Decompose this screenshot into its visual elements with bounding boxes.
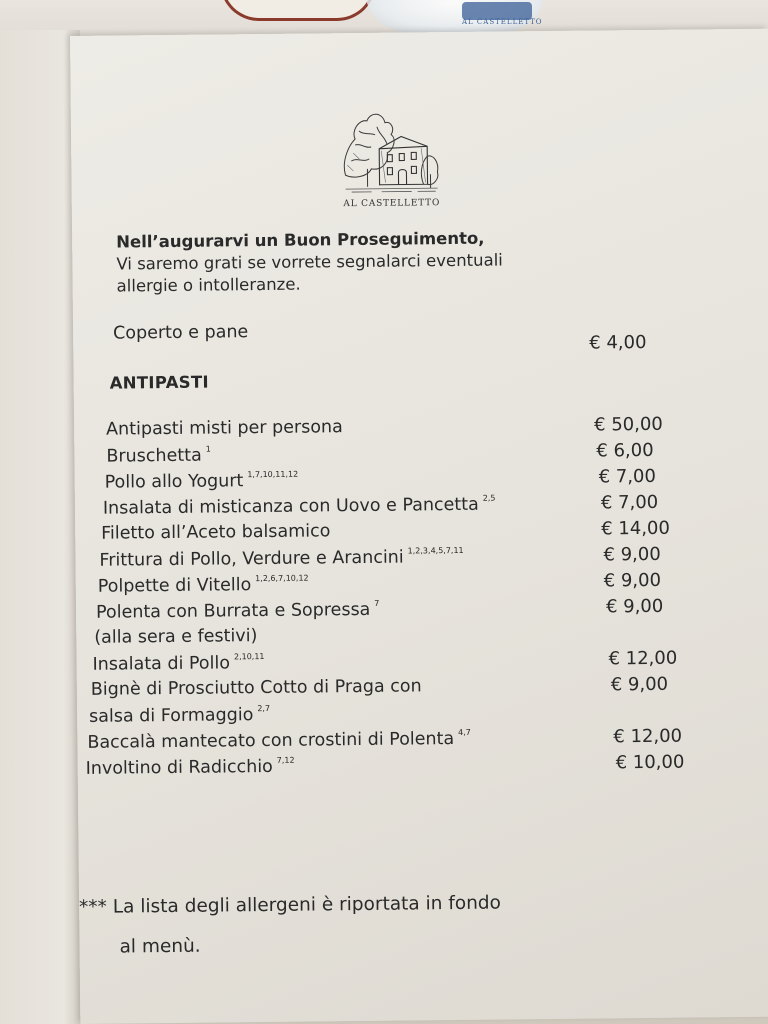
menu-item-name (106, 417, 343, 439)
menu-item-allergens: 2,5 (482, 493, 496, 503)
menu-item-price: € 9,00 (603, 569, 662, 592)
menu-item-price: € 9,00 (603, 543, 661, 566)
menu-item-allergens: 2,10,11 (233, 651, 265, 662)
menu-item-name (105, 470, 299, 493)
menu-item-allergens: 4,7 (458, 727, 471, 737)
coperto-row (73, 317, 768, 354)
menu-item-name (106, 445, 211, 467)
menu-item-name-text: Filetto all’Aceto balsamico (101, 521, 331, 544)
section-title-antipasti: ANTIPASTI (109, 372, 210, 393)
menu-item-name-text: Involtino di Radicchio (85, 756, 273, 779)
menu-item-allergens: 2,7 (257, 703, 271, 714)
menu-item-allergens: 1,2,6,7,10,12 (255, 573, 309, 584)
menu-item-price: € 7,00 (598, 465, 657, 488)
menu-item-allergens: 1,7,10,11,12 (247, 469, 299, 480)
menu-item-name (101, 521, 330, 543)
menu-item-name (99, 546, 463, 571)
intro-line-2: Vi saremo grati se vorrete segnalarci eventuali (116, 250, 503, 274)
menu-item-price: € 6,00 (596, 439, 654, 462)
menu-item-price: € 7,00 (600, 491, 659, 514)
intro-message (116, 227, 503, 297)
menu-item-name (89, 704, 270, 727)
menu-item-name-text: Bruschetta (106, 445, 202, 467)
menu-item-name (98, 574, 309, 597)
menu-item-allergens: 7,12 (276, 755, 295, 765)
menu-item-price: € 10,00 (615, 751, 685, 774)
menu-item-price: € 12,00 (608, 647, 678, 670)
menu-item-name-text: Polenta con Burrata e Sopressa (95, 599, 371, 623)
menu-item-name-text: Insalata di Pollo (92, 653, 231, 675)
coperto-name: Coperto e pane (113, 322, 249, 344)
menu-item-name (91, 676, 422, 699)
menu-item-name-text: salsa di Formaggio (89, 705, 254, 727)
intro-line-3: allergie o intolleranze. (116, 274, 301, 296)
menu-item-name (96, 599, 380, 623)
menu-item-name (92, 652, 264, 675)
menu-item-price: € 12,00 (613, 725, 683, 748)
menu-item-name-text: (alla sera e festivi) (94, 626, 258, 648)
footnote-line-1: *** La lista degli allergeni è riportata in fondo (79, 892, 502, 918)
menu-item-name (94, 626, 257, 648)
menu-item-name-text: Insalata di misticanza con Uovo e Pancetta (102, 494, 479, 519)
footnote-line-2: al menù. (119, 935, 201, 958)
intro-line-1: Nell’augurarvi un Buon Proseguimento, (116, 228, 485, 252)
menu-item-name-text: Pollo allo Yogurt (104, 471, 244, 493)
menu-item-name-text: Bignè di Prosciutto Cotto di Praga con (90, 676, 422, 700)
glass-logo-text: AL CASTELLETTO (462, 18, 543, 26)
menu-item-name-text: Baccalà mantecato con crostini di Polenta (87, 729, 455, 753)
menu-item-name-text: Antipasti misti per persona (106, 417, 343, 440)
menu-item-allergens: 7 (374, 598, 380, 608)
castle-house-logo-icon (341, 104, 442, 195)
menu-item-name (103, 494, 496, 519)
menu-item-name-text: Frittura di Pollo, Verdure e Arancini (99, 547, 404, 571)
menu-item-price: € 14,00 (601, 517, 671, 540)
menu-cover-edge (0, 30, 80, 1024)
menu-item-allergens: 1 (205, 444, 211, 454)
menu-item-price: € 9,00 (605, 595, 664, 618)
coperto-price: € 4,00 (589, 331, 647, 354)
menu-page (70, 29, 768, 1024)
menu-item-name (86, 756, 295, 779)
menu-item-price: € 9,00 (610, 673, 669, 696)
menu-item-price: € 50,00 (593, 413, 663, 436)
menu-item-name (87, 728, 471, 753)
menu-item-name-text: Polpette di Vitello (97, 575, 252, 597)
menu-item-allergens: 1,2,3,4,5,7,11 (407, 545, 464, 556)
logo-caption: AL CASTELLETTO (343, 198, 441, 210)
